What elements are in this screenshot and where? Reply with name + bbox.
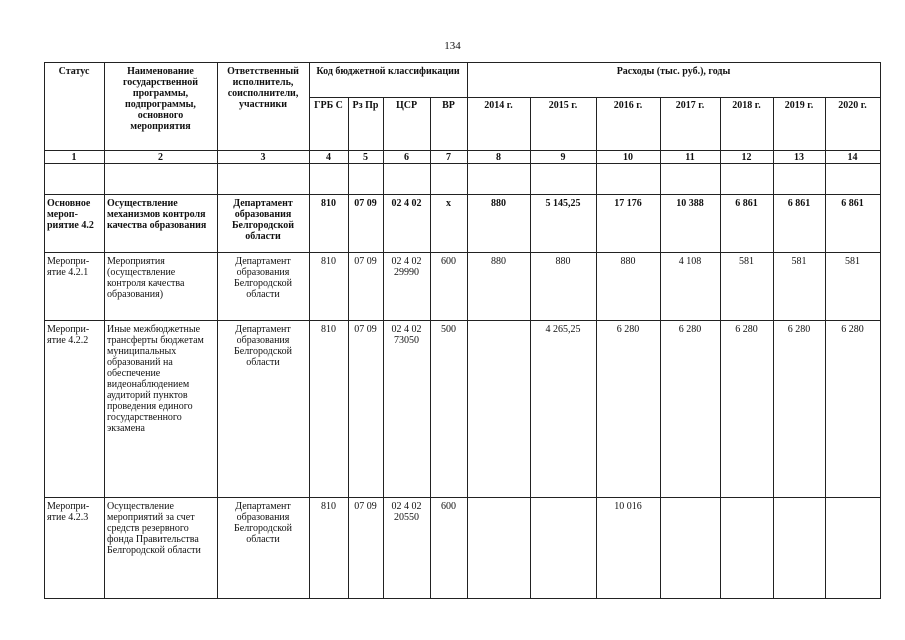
header-name: Наименование государственной программы, подпрограммы, основного мероприятия (122, 66, 199, 132)
header-budget-code: Код бюджетной классификации (316, 66, 460, 77)
row-value: 4 265,25 (545, 324, 581, 335)
column-number: 10 (623, 152, 633, 163)
header-year: 2018 г. (732, 100, 761, 111)
header-year: 2015 г. (548, 100, 578, 111)
table-rule-vertical (880, 62, 881, 599)
row-csr: 02 4 02 20550 (391, 501, 422, 523)
row-value: 17 176 (614, 198, 642, 209)
row-value: 880 (491, 256, 506, 267)
column-number: 2 (158, 152, 163, 163)
row-grbs: 810 (321, 198, 336, 209)
row-csr: 02 4 02 73050 (391, 324, 422, 346)
row-value (825, 501, 880, 596)
row-status: Основное мероприятие 4.2 (47, 198, 94, 231)
row-value (467, 324, 530, 495)
row-value: 6 280 (735, 324, 758, 335)
header-year: 2014 г. (484, 100, 513, 111)
table-rule-row (44, 320, 880, 321)
row-name: Осуществление мероприятий за счет средств резервного фонда Правительства Белгородской области (107, 501, 201, 556)
row-value: 6 280 (678, 324, 702, 335)
table-rule-row (44, 252, 880, 253)
row-value: 6 861 (735, 198, 758, 209)
header-year: 2017 г. (675, 100, 705, 111)
row-value: 6 861 (787, 198, 811, 209)
row-responsible: Департамент образования Белгородской области (234, 256, 292, 300)
row-value: 10 016 (614, 501, 642, 512)
row-vr: x (446, 198, 451, 209)
column-number: 3 (260, 152, 266, 163)
table-rule-row (44, 497, 880, 498)
row-name: Иные межбюджетные трансферты бюджетам муниципальных образований на обеспечение видеонаблюдением аудиторий пунктов проведения единого государственного экзамена (107, 324, 204, 434)
row-rzpr: 07 09 (354, 198, 377, 209)
table-rule-bottom (44, 598, 880, 599)
column-number: 8 (496, 152, 501, 163)
row-value: 581 (791, 256, 807, 267)
row-value: 4 108 (678, 256, 702, 267)
row-status: Мероприятие 4.2.2 (47, 324, 90, 346)
header-year: 2020 г. (838, 100, 867, 111)
header-expenses: Расходы (тыс. руб.), годы (616, 66, 731, 77)
row-responsible: Департамент образования Белгородской области (234, 501, 292, 545)
table-rule-top (44, 62, 880, 63)
header-rzpr: Рз Пр (352, 100, 379, 111)
column-number: 12 (741, 152, 752, 163)
header-vr: ВР (442, 100, 455, 111)
row-value: 6 280 (787, 324, 811, 335)
row-vr: 600 (441, 256, 456, 267)
row-rzpr: 07 09 (354, 256, 377, 267)
header-year: 2019 г. (784, 100, 814, 111)
row-status: Мероприятие 4.2.3 (47, 501, 90, 523)
row-status: Мероприятие 4.2.1 (47, 256, 90, 278)
column-number: 4 (326, 152, 331, 163)
row-value: 6 280 (616, 324, 640, 335)
header-responsible: Ответственный исполнитель, соисполнители, участники (227, 66, 299, 110)
row-vr: 500 (441, 324, 456, 335)
row-value: 10 388 (676, 198, 704, 209)
row-responsible: Департамент образования Белгородской области (234, 324, 292, 368)
column-number: 9 (560, 152, 566, 163)
row-responsible: Департамент образования Белгородской области (231, 198, 295, 242)
column-number: 7 (446, 152, 451, 163)
column-number: 5 (363, 152, 368, 163)
row-grbs: 810 (321, 256, 336, 267)
row-value (660, 501, 720, 596)
table-rule-header-bottom (44, 150, 880, 151)
row-value: 6 280 (841, 324, 864, 335)
column-number: 6 (404, 152, 409, 163)
row-grbs: 810 (321, 501, 336, 512)
row-rzpr: 07 09 (354, 324, 377, 335)
table-rule-row (44, 194, 880, 195)
row-value (773, 501, 825, 596)
row-value: 880 (491, 198, 506, 209)
row-value (530, 501, 596, 596)
header-csr: ЦСР (395, 100, 418, 111)
row-value (467, 501, 530, 596)
row-value: 5 145,25 (545, 198, 581, 209)
column-number: 1 (71, 152, 77, 163)
page-number: 134 (444, 40, 461, 52)
row-csr: 02 4 02 (391, 198, 422, 209)
row-value: 880 (555, 256, 571, 267)
row-name: Осуществление механизмов контроля качества образования (107, 198, 207, 231)
row-value: 581 (739, 256, 754, 267)
header-status: Статус (58, 66, 90, 77)
row-csr: 02 4 02 29990 (391, 256, 422, 278)
row-vr: 600 (441, 501, 456, 512)
table-rule-subheader (309, 97, 880, 98)
header-grbs: ГРБ С (314, 100, 343, 111)
row-rzpr: 07 09 (354, 501, 377, 512)
row-value: 6 861 (841, 198, 864, 209)
header-year: 2016 г. (613, 100, 643, 111)
column-number: 11 (685, 152, 695, 163)
row-grbs: 810 (321, 324, 336, 335)
column-number: 14 (847, 152, 858, 163)
row-name: Мероприятия (осуществление контроля качества образования) (107, 256, 185, 300)
row-value: 581 (845, 256, 860, 267)
row-value (720, 501, 773, 596)
table-rule-colnum-bottom (44, 163, 880, 164)
row-value: 880 (620, 256, 636, 267)
column-number: 13 (794, 152, 804, 163)
